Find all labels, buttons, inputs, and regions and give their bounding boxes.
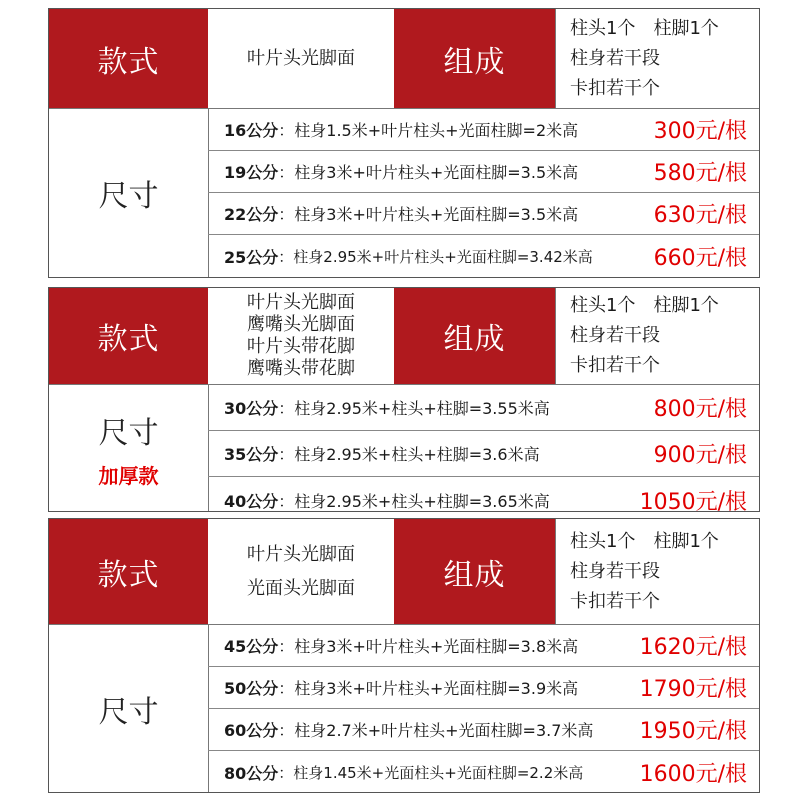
composition-values bbox=[555, 9, 759, 108]
size-row bbox=[208, 431, 759, 477]
size-rows bbox=[208, 625, 759, 792]
price: 1620元/根 bbox=[639, 635, 747, 660]
size-cell bbox=[49, 109, 209, 277]
size-rows bbox=[208, 385, 759, 515]
size-row bbox=[208, 751, 759, 793]
size-row bbox=[208, 667, 759, 709]
composition-line: 卡扣若干个 bbox=[570, 77, 660, 99]
price: 1600元/根 bbox=[639, 761, 747, 787]
size-value: 22公分 bbox=[224, 205, 279, 224]
price: 580元/根 bbox=[653, 161, 747, 186]
price-panel-3 bbox=[48, 518, 760, 793]
style-label: 款式 bbox=[49, 288, 208, 384]
size-cell bbox=[49, 625, 209, 792]
size-label: 尺寸 bbox=[98, 694, 159, 730]
size-description: ：柱身3米+叶片柱头+光面柱脚=3.9米高 bbox=[278, 679, 579, 698]
size-value: 80公分 bbox=[224, 763, 279, 783]
composition-label: 组成 bbox=[394, 519, 555, 624]
size-description: ：柱身3米+叶片柱头+光面柱脚=3.5米高 bbox=[278, 163, 579, 182]
size-description: ：柱身2.7米+叶片柱头+光面柱脚=3.7米高 bbox=[278, 721, 594, 740]
composition-line: 卡扣若干个 bbox=[570, 355, 660, 376]
price-panel-1 bbox=[48, 8, 760, 278]
size-value: 35公分 bbox=[224, 445, 279, 464]
style-value: 鹰嘴头带花脚 bbox=[247, 358, 355, 379]
size-description: ：柱身2.95米+柱头+柱脚=3.6米高 bbox=[278, 445, 540, 464]
price: 1950元/根 bbox=[639, 719, 747, 744]
size-value: 16公分 bbox=[224, 121, 279, 140]
price: 300元/根 bbox=[653, 119, 747, 144]
style-value: 叶片头光脚面 bbox=[247, 292, 355, 313]
price: 660元/根 bbox=[653, 245, 747, 271]
price: 900元/根 bbox=[653, 443, 747, 468]
thickened-note: 加厚款 bbox=[98, 463, 159, 488]
style-value: 鹰嘴头光脚面 bbox=[247, 314, 355, 335]
composition-values bbox=[555, 288, 759, 384]
price: 1790元/根 bbox=[639, 677, 747, 702]
composition-line: 柱头1个 柱脚1个 bbox=[570, 17, 719, 39]
style-value: 叶片头光脚面 bbox=[247, 543, 355, 565]
style-values bbox=[208, 288, 395, 384]
composition-values bbox=[555, 519, 759, 624]
price: 630元/根 bbox=[653, 203, 747, 228]
size-description: ：柱身3米+叶片柱头+光面柱脚=3.8米高 bbox=[278, 637, 579, 656]
size-value: 60公分 bbox=[224, 721, 279, 740]
style-label: 款式 bbox=[49, 519, 208, 624]
size-value: 50公分 bbox=[224, 679, 279, 698]
composition-line: 柱头1个 柱脚1个 bbox=[570, 295, 719, 316]
size-row bbox=[208, 385, 759, 431]
style-value: 光面头光脚面 bbox=[247, 577, 355, 599]
size-label: 尺寸 bbox=[98, 179, 159, 214]
size-row bbox=[208, 625, 759, 667]
composition-line: 柱身若干段 bbox=[570, 560, 660, 582]
composition-line: 柱头1个 柱脚1个 bbox=[570, 530, 719, 552]
size-row bbox=[208, 193, 759, 235]
panel-header bbox=[49, 9, 759, 109]
composition-label: 组成 bbox=[394, 288, 555, 384]
panel-header bbox=[49, 519, 759, 625]
size-rows bbox=[208, 109, 759, 277]
style-values bbox=[208, 519, 395, 624]
size-row bbox=[208, 709, 759, 751]
style-value: 叶片头带花脚 bbox=[247, 336, 355, 357]
size-description: ：柱身1.45米+光面柱头+光面柱脚=2.2米高 bbox=[278, 763, 584, 782]
size-description: ：柱身1.5米+叶片柱头+光面柱脚=2米高 bbox=[278, 121, 579, 140]
size-description: ：柱身2.95米+柱头+柱脚=3.65米高 bbox=[278, 491, 550, 511]
size-row bbox=[208, 109, 759, 151]
composition-line: 柱身若干段 bbox=[570, 47, 660, 69]
style-label: 款式 bbox=[49, 9, 208, 108]
size-description: ：柱身3米+叶片柱头+光面柱脚=3.5米高 bbox=[278, 205, 579, 224]
composition-line: 柱身若干段 bbox=[570, 325, 660, 346]
price: 1050元/根 bbox=[639, 489, 747, 515]
size-value: 19公分 bbox=[224, 163, 279, 182]
size-value: 45公分 bbox=[224, 637, 279, 656]
style-value: 叶片头光脚面 bbox=[247, 47, 355, 69]
price: 800元/根 bbox=[653, 397, 747, 422]
size-value: 25公分 bbox=[224, 247, 279, 267]
size-row bbox=[208, 477, 759, 523]
size-label: 尺寸 bbox=[98, 415, 159, 451]
price-panel-2 bbox=[48, 287, 760, 515]
size-value: 30公分 bbox=[224, 399, 279, 418]
size-row bbox=[208, 235, 759, 277]
size-value: 40公分 bbox=[224, 491, 279, 511]
composition-label: 组成 bbox=[394, 9, 555, 108]
size-cell bbox=[49, 385, 209, 511]
size-row bbox=[208, 151, 759, 193]
composition-line: 卡扣若干个 bbox=[570, 590, 660, 612]
panel-header bbox=[49, 288, 759, 385]
size-description: ：柱身2.95米+柱头+柱脚=3.55米高 bbox=[278, 399, 550, 418]
style-values bbox=[208, 9, 395, 108]
size-description: ：柱身2.95米+叶片柱头+光面柱脚=3.42米高 bbox=[278, 247, 593, 266]
